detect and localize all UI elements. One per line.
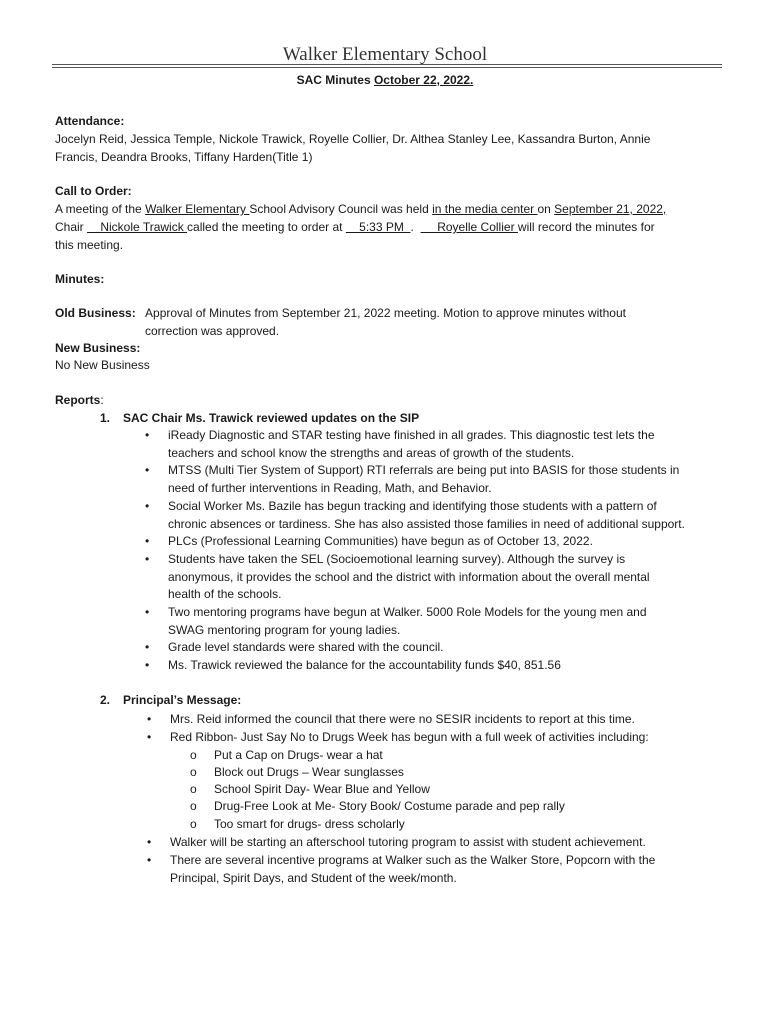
report-2-number: 2. [100,693,111,707]
report-2-bullet-cont [170,870,720,888]
cto-text: . [410,220,421,234]
report-1-bullet: • Ms. Trawick reviewed the balance for the accountability funds $40, 851.56 [168,657,718,675]
old-business-line-2: correction was approved. [145,324,280,338]
header-rule-top [52,64,722,65]
reports-colon: : [100,393,104,407]
report-1-bullet: • Two mentoring programs have begun at Walker. 5000 Role Models for the young men and [168,604,718,622]
header-rule-bottom [52,67,722,68]
report-1-bullet-cont [168,569,718,587]
cto-chair: Nickole Trawick [87,220,188,234]
call-to-order-label: Call to Order: [55,184,132,198]
red-ribbon-subitem: o Too smart for drugs- dress scholarly [214,816,405,834]
red-ribbon-subitem: o Block out Drugs – Wear sunglasses [214,764,404,782]
report-2-heading: Principal’s Message: [123,693,242,707]
cto-time: 5:33 PM [345,220,411,234]
red-ribbon-subitem: o Put a Cap on Drugs- wear a hat [214,747,383,765]
report-1-bullet-cont [168,445,718,463]
report-2-bullet: • Mrs. Reid informed the council that there were no SESIR incidents to report at this time. [170,711,720,729]
bullet-continuation-text: Principal, Spirit Days, and Student of the week/month. [170,871,457,885]
report-1-bullet-cont [168,586,718,604]
minutes-date: October 22, 2022. [373,73,474,87]
bullet-continuation-text: chronic absences or tardiness. She has also assisted those families in need of additional support. [168,517,685,531]
bullet-continuation-text: health of the schools. [168,587,282,601]
old-business-line-1 [55,305,715,323]
new-business-label: New Business: [55,341,141,355]
reports-label-line [55,392,715,410]
bullet-continuation-text: anonymous, it provides the school and the district with information about the overall mental [168,570,650,584]
report-1-bullet-cont [168,480,718,498]
cto-text: A meeting of the [55,202,146,216]
report-1-bullet: • iReady Diagnostic and STAR testing have finished in all grades. This diagnostic test lets the [168,427,718,445]
red-ribbon-subitem: o School Spirit Day- Wear Blue and Yellow [214,781,430,799]
attendance-line-2: Francis, Deandra Brooks, Tiffany Harden(Title 1) [55,150,313,164]
old-business-text: Approval of Minutes from September 21, 2022 meeting. Motion to approve minutes without [145,306,626,320]
report-1-bullet-cont [168,622,718,640]
bullet-continuation-text: teachers and school know the strengths and areas of growth of the students. [168,446,575,460]
bullet-continuation-text: SWAG mentoring program for young ladies. [168,623,401,637]
report-1-bullet-cont [168,516,718,534]
cto-text: Chair [55,220,88,234]
report-2-bullet: • Red Ribbon- Just Say No to Drugs Week has begun with a full week of activities including: [170,729,720,747]
attendance-label: Attendance: [55,114,125,128]
call-to-order-line-1 [55,201,715,219]
minutes-label: Minutes: [55,272,105,286]
minutes-title-prefix: SAC Minutes [296,73,374,87]
cto-location: in the media center [432,202,538,216]
attendance-line-1: Jocelyn Reid, Jessica Temple, Nickole Trawick, Royelle Collier, Dr. Althea Stanley Lee, Kassandra Burton, Annie [55,132,651,146]
report-1-number: 1. [100,411,111,425]
report-2-bullet: • Walker will be starting an afterschool tutoring program to assist with student achievement. [170,834,720,852]
cto-text: School Advisory Council was held [249,202,433,216]
reports-label: Reports [55,393,101,407]
report-1-bullet: • Grade level standards were shared with the council. [168,639,718,657]
report-1-bullet: • Social Worker Ms. Bazile has begun tracking and identifying those students with a pattern of [168,498,718,516]
bullet-continuation-text: need of further interventions in Reading, Math, and Behavior. [168,481,492,495]
minutes-title [0,73,770,87]
report-1-bullet: • MTSS (Multi Tier System of Support) RTI referrals are being put into BASIS for those students in [168,462,718,480]
report-1-bullet: • Students have taken the SEL (Socioemotional learning survey). Although the survey is [168,551,718,569]
report-1-bullet: • PLCs (Professional Learning Communities) have begun as of October 13, 2022. [168,533,718,551]
cto-date: September 21, 2022, [554,202,667,216]
cto-recorder: Royelle Collier [420,220,518,234]
new-business-text: No New Business [55,358,150,372]
cto-text: on [537,202,555,216]
cto-text: will record the minutes for [517,220,655,234]
report-2-bullet: • There are several incentive programs at Walker such as the Walker Store, Popcorn with the [170,852,720,870]
report-1-heading: SAC Chair Ms. Trawick reviewed updates on the SIP [123,411,420,425]
call-to-order-line-2 [55,219,715,237]
red-ribbon-subitem: o Drug-Free Look at Me- Story Book/ Costume parade and pep rally [214,798,565,816]
cto-school: Walker Elementary [145,202,250,216]
school-name-heading: Walker Elementary School [282,44,488,65]
call-to-order-line-3: this meeting. [55,238,124,252]
old-business-label: Old Business: [55,306,136,320]
cto-text: called the meeting to order at [187,220,346,234]
